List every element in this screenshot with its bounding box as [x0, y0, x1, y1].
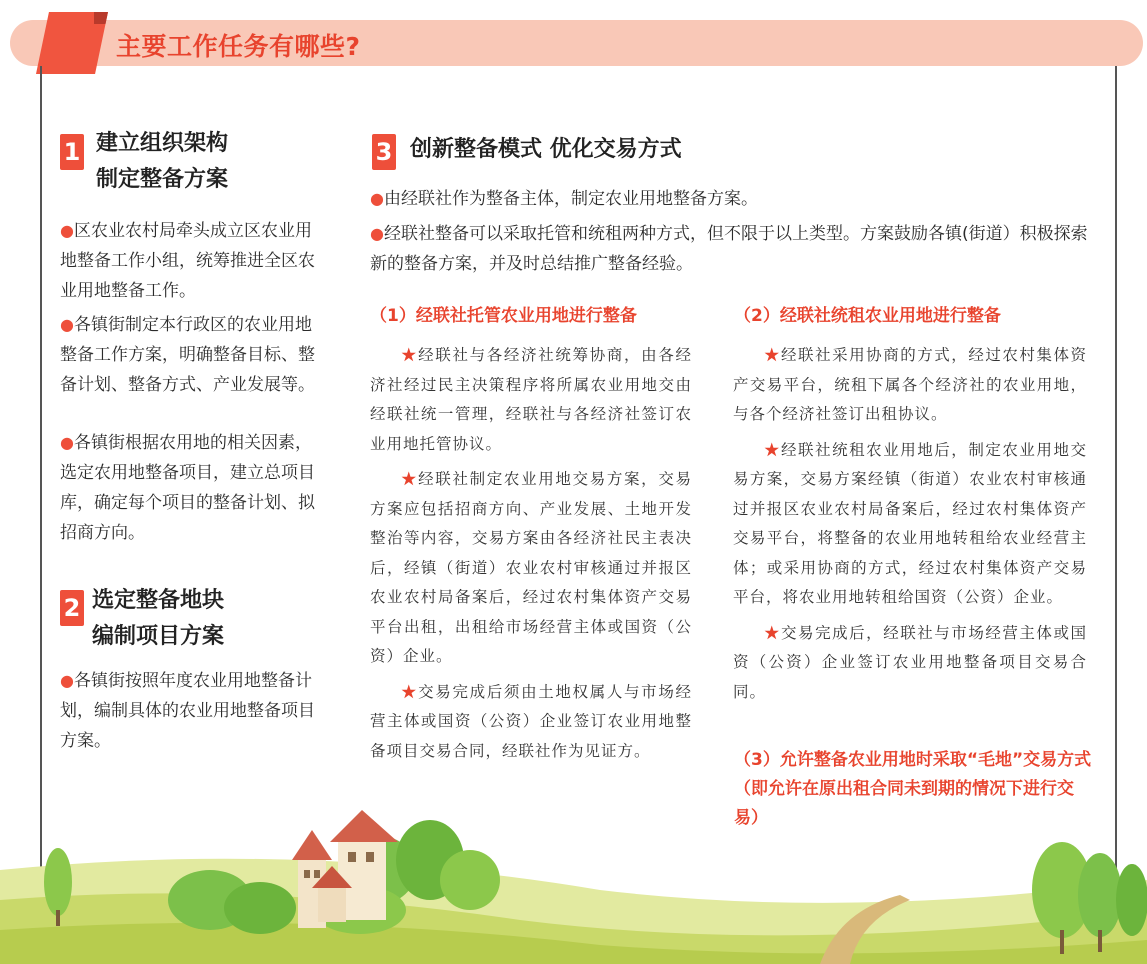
bush-icon: [224, 882, 296, 934]
star-icon: ★: [764, 623, 782, 642]
sub1-body: [370, 341, 692, 772]
sub1-item-3: ★交易完成后须由土地权属人与市场经营主体或国资（公资）企业签订农业用地整备项目交易合同，经联社作为见证方。: [370, 682, 692, 760]
right-tree-icon: [1116, 864, 1147, 936]
frame-right-border: [1115, 66, 1117, 896]
bullet-dot-icon: ●: [60, 221, 74, 240]
bullet-dot-icon: ●: [60, 433, 74, 452]
bullet-dot-icon: ●: [370, 189, 384, 208]
landscape-illustration: [0, 800, 1147, 964]
sub1-item-1: ★经联社与各经济社统筹协商，由各经济社经过民主决策程序将所属农业用地交由经联社统一管理，经联社与各经济社签订农业用地托管协议。: [370, 346, 692, 453]
section1-bullet-2: ●各镇街制定本行政区的农业用地整备工作方案，明确整备目标、整备计划、整备方式、产业发展等。: [60, 315, 315, 395]
section3-number-badge: 3: [372, 134, 396, 170]
section2-title-line2: 编制项目方案: [92, 624, 225, 649]
section3-bullet-1: ●由经联社作为整备主体，制定农业用地整备方案。: [370, 189, 758, 209]
section1-title-line2: 制定整备方案: [96, 167, 229, 192]
sub3-title: （3）允许整备农业用地时采取“毛地”交易方式（即允许在原出租合同未到期的情况下进行交易）: [734, 750, 1092, 828]
section2-title-line1: 选定整备地块: [92, 588, 225, 613]
star-icon: ★: [764, 346, 782, 364]
sub1-title: （1）经联社托管农业用地进行整备: [370, 306, 637, 326]
star-icon: ★: [764, 440, 782, 459]
bullet-dot-icon: ●: [60, 315, 74, 334]
section1-number-badge: 1: [60, 134, 84, 170]
sub2-body: [733, 341, 1087, 713]
bullet-dot-icon: ●: [370, 224, 384, 243]
sub2-item-2: ★经联社统租农业用地后，制定农业用地交易方案，交易方案经镇（街道）农业农村审核通过并报区农业农村局备案后，经过农村集体资产交易平台，将整备的农业用地转租给农业经营主体；或采用协商的方式，经过农村集体资产交易平台，将农业用地转租给国资（公资）企业。: [733, 440, 1087, 606]
frame-left-border: [40, 66, 42, 896]
left-tree-icon: [44, 848, 72, 916]
star-icon: ★: [401, 682, 419, 701]
section1-title-line1: 建立组织架构: [96, 131, 229, 156]
bullet-dot-icon: ●: [60, 671, 74, 690]
section1-bullet-3: ●各镇街根据农用地的相关因素，选定农用地整备项目，建立总项目库，确定每个项目的整备计划、拟招商方向。: [60, 433, 315, 543]
star-icon: ★: [401, 346, 419, 364]
section3-title: 创新整备模式 优化交易方式: [410, 137, 682, 162]
right-tree-icon: [1078, 853, 1122, 937]
star-icon: ★: [401, 470, 419, 488]
sub2-item-1: ★经联社采用协商的方式，经过农村集体资产交易平台，统租下属各个经济社的农业用地，与各个经济社签订出租协议。: [733, 346, 1087, 423]
section2-number-badge: 2: [60, 590, 84, 626]
section1-bullet-1: ●区农业农村局牵头成立区农业用地整备工作小组，统筹推进全区农业用地整备工作。: [60, 221, 315, 301]
section2-bullet-1: ●各镇街按照年度农业用地整备计划，编制具体的农业用地整备项目方案。: [60, 671, 315, 751]
sub1-item-2: ★经联社制定农业用地交易方案，交易方案应包括招商方向、产业发展、土地开发整治等内容，交易方案由各经济社民主表决后，经镇（街道）农业农村审核通过并报区农业农村局备案后，经过农村集体资产交易平台出租，出租给市场经营主体或国资（公资）企业。: [370, 470, 692, 665]
section3-bullet-2: ●经联社整备可以采取托管和统租两种方式，但不限于以上类型。方案鼓励各镇(街道）积极探索新的整备方案，并及时总结推广整备经验。: [370, 224, 1088, 274]
sub2-item-3: ★交易完成后，经联社与市场经营主体或国资（公资）企业签订农业用地整备项目交易合同。: [733, 623, 1087, 701]
sub2-title: （2）经联社统租农业用地进行整备: [734, 306, 1001, 326]
page-title: 主要工作任务有哪些?: [116, 32, 361, 61]
tree-icon: [440, 850, 500, 910]
